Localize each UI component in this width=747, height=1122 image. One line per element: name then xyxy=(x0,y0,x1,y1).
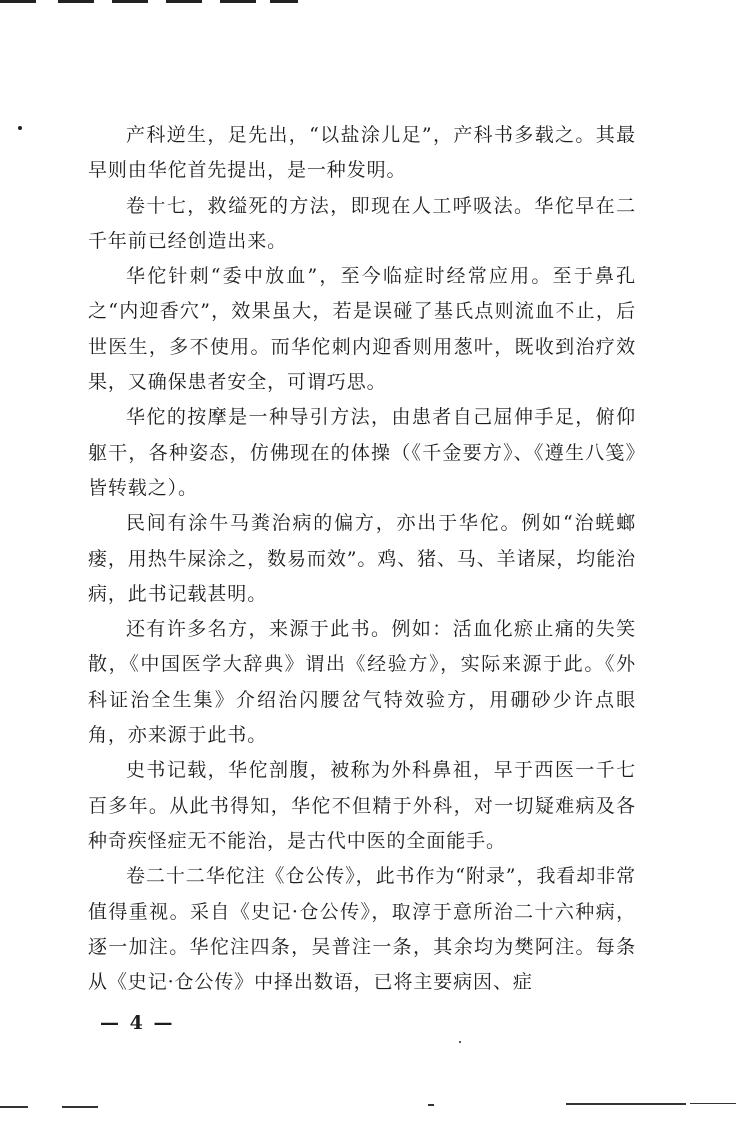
top-edge-mark xyxy=(270,0,298,3)
bottom-edge-mark xyxy=(62,1106,98,1108)
top-edge-mark xyxy=(166,0,202,3)
top-edge-mark xyxy=(220,0,256,3)
top-edge-mark xyxy=(58,0,94,3)
paragraph: 卷十七，救缢死的方法，即现在人工呼吸法。华佗早在二千年前已经创造出来。 xyxy=(88,194,636,252)
paragraph: 产科逆生，足先出，“以盐涂儿足”，产科书多载之。其最早则由华佗首先提出，是一种发明。 xyxy=(88,124,636,182)
bottom-edge-mark xyxy=(428,1104,434,1106)
paragraph: 还有许多名方，来源于此书。例如：活血化瘀止痛的失笑散，《中国医学大辞典》谓出《经验方》，实际来源于此。《外科证治全生集》介绍治闪腰岔气特效验方，用硼砂少许点眼角，亦来源于此书。 xyxy=(88,618,636,747)
top-edge-mark xyxy=(0,0,36,3)
top-edge-mark xyxy=(112,0,148,3)
scan-speck xyxy=(459,1041,461,1043)
scan-speck xyxy=(18,126,22,130)
bottom-edge-mark xyxy=(566,1103,686,1105)
paragraph: 华佗针刺“委中放血”，至今临症时经常应用。至于鼻孔之“内迎香穴”，效果虽大，若是误碰了基氏点则流血不止，后世医生，多不使用。而华佗刺内迎香则用葱叶，既收到治疗效果，又确保患者安全，可谓巧思。 xyxy=(88,265,636,394)
paragraph: 华佗的按摩是一种导引方法，由患者自己屈伸手足，俯仰躯干，各种姿态，仿佛现在的体操（《千金要方》、《遵生八笺》皆转载之）。 xyxy=(88,406,636,499)
paragraph: 史书记载，华佗剖腹，被称为外科鼻祖，早于西医一千七百多年。从此书得知，华佗不但精于外科，对一切疑难病及各种奇疾怪症无不能治，是古代中医的全面能手。 xyxy=(88,759,636,852)
page-number: — 4 — xyxy=(100,1012,175,1034)
body-text xyxy=(88,118,636,1000)
bottom-edge-mark xyxy=(690,1103,736,1104)
paragraph: 民间有涂牛马粪治病的偏方，亦出于华佗。例如“治蜣螂瘘，用热牛屎涂之，数易而效”。鸡、猪、马、羊诸屎，均能治病，此书记载甚明。 xyxy=(88,512,636,605)
paragraph: 卷二十二华佗注《仓公传》，此书作为“附录”，我看却非常值得重视。采自《史记·仓公传》，取淳于意所治二十六种病，逐一加注。华佗注四条，吴普注一条，其余均为樊阿注。每条从《史记·仓公传》中择出数语，已将主要病因、症 xyxy=(88,865,636,994)
bottom-edge-mark xyxy=(0,1106,28,1108)
